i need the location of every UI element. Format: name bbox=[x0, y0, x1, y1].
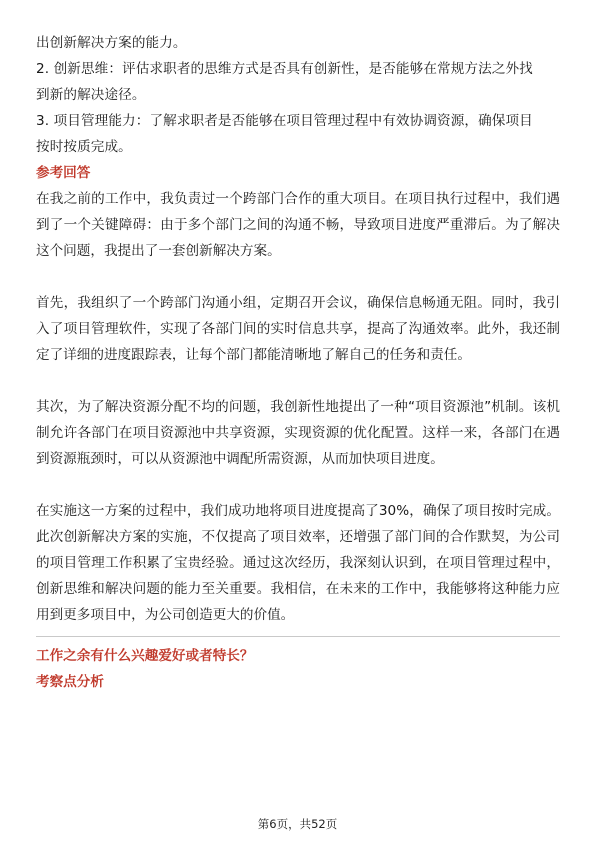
paragraph-spacer bbox=[36, 368, 560, 394]
analysis-heading: 考察点分析 bbox=[36, 674, 104, 690]
reference-answer-heading: 参考回答 bbox=[36, 165, 91, 181]
section-divider bbox=[36, 636, 560, 637]
intro-line: 2. 创新思维：评估求职者的思维方式是否具有创新性，是否能够在常规方法之外找 bbox=[36, 61, 533, 77]
question-heading: 工作之余有什么兴趣爱好或者特长？ bbox=[36, 648, 254, 664]
intro-line: 出创新解决方案的能力。 bbox=[36, 35, 187, 51]
intro-line: 按时按质完成。 bbox=[36, 139, 132, 155]
intro-line: 3. 项目管理能力：了解求职者是否能够在项目管理过程中有效协调资源，确保项目 bbox=[36, 113, 533, 129]
page-footer: 第6页，共52页 bbox=[257, 817, 338, 831]
paragraph-spacer bbox=[36, 264, 560, 290]
answer-paragraph: 首先，我组织了一个跨部门沟通小组，定期召开会议，确保信息畅通无阻。同时，我引入了项目管理软件，实现了各部门间的实时信息共享，提高了沟通效率。此外，我还制定了详细的进度跟踪表，让每个部门都能清晰地了解自己的任务和责任。 bbox=[36, 295, 560, 363]
answer-paragraph: 在我之前的工作中，我负责过一个跨部门合作的重大项目。在项目执行过程中，我们遇到了一个关键障碍：由于多个部门之间的沟通不畅，导致项目进度严重滞后。为了解决这个问题，我提出了一套创新解决方案。 bbox=[36, 191, 560, 259]
paragraph-spacer bbox=[36, 472, 560, 498]
answer-paragraph: 其次，为了解决资源分配不均的问题，我创新性地提出了一种“项目资源池”机制。该机制允许各部门在项目资源池中共享资源，实现资源的优化配置。这样一来，各部门在遇到资源瓶颈时，可以从资源池中调配所需资源，从而加快项目进度。 bbox=[36, 399, 560, 467]
intro-line: 到新的解决途径。 bbox=[36, 87, 146, 103]
document-page bbox=[36, 30, 560, 695]
answer-paragraph: 在实施这一方案的过程中，我们成功地将项目进度提高了30%，确保了项目按时完成。此次创新解决方案的实施，不仅提高了项目效率，还增强了部门间的合作默契，为公司的项目管理工作积累了宝贵经验。通过这次经历，我深刻认识到，在项目管理过程中，创新思维和解决问题的能力至关重要。我相信，在未来的工作中，我能够将这种能力应用到更多项目中，为公司创造更大的价值。 bbox=[36, 503, 560, 623]
